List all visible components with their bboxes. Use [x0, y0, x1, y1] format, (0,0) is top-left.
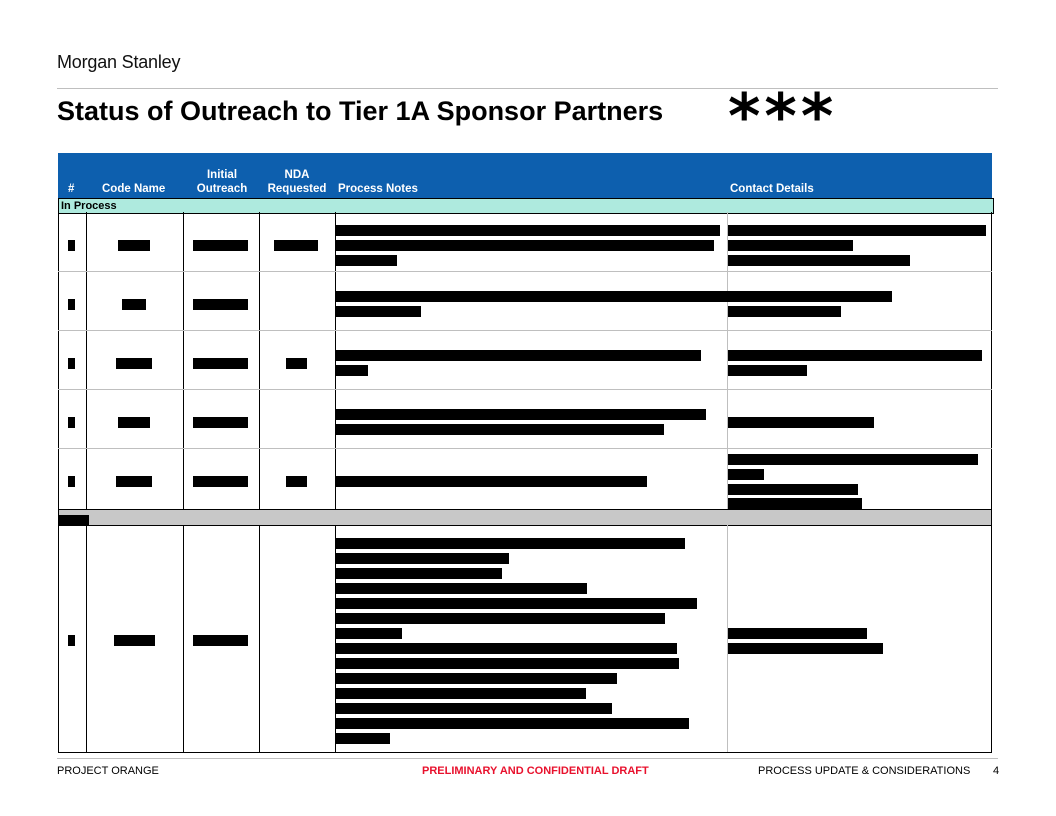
redacted-note [335, 688, 586, 699]
table-header [58, 153, 992, 198]
header-nda-requested: NDA Requested [267, 169, 327, 195]
title-stars: *** [728, 80, 838, 153]
redacted-contact [728, 240, 853, 251]
redacted-nda [286, 358, 307, 369]
col-divider [183, 212, 184, 509]
redacted-contact [728, 454, 978, 465]
redacted-contact [728, 225, 986, 236]
redacted-code-name [122, 299, 146, 310]
footer-confidential: PRELIMINARY AND CONFIDENTIAL DRAFT [422, 765, 649, 777]
row-divider [58, 448, 992, 449]
redacted-note [335, 538, 685, 549]
redacted-num [68, 476, 75, 487]
col-divider [259, 525, 260, 752]
header-code-name: Code Name [102, 183, 166, 195]
section-in-process: In Process [58, 198, 994, 214]
redacted-note [335, 658, 679, 669]
header-initial-outreach: Initial Outreach [196, 169, 248, 195]
header-contact-details: Contact Details [730, 183, 814, 195]
redacted-contact [728, 365, 807, 376]
redacted-nda [286, 476, 307, 487]
redacted-note [335, 255, 397, 266]
redacted-contact [728, 350, 982, 361]
footer-project: PROJECT ORANGE [57, 765, 159, 777]
redacted-contact [728, 255, 910, 266]
section-redacted-band [58, 509, 992, 526]
redacted-note [335, 628, 402, 639]
redacted-note [335, 424, 664, 435]
redacted-contact [728, 417, 874, 428]
redacted-note [335, 291, 892, 302]
redacted-note [335, 568, 502, 579]
redacted-note [335, 613, 665, 624]
redacted-initial-outreach [193, 417, 248, 428]
redacted-initial-outreach [193, 476, 248, 487]
redacted-contact [728, 498, 862, 509]
redacted-note [335, 365, 368, 376]
redacted-note [335, 673, 617, 684]
redacted-code-name [118, 240, 150, 251]
page-title: Status of Outreach to Tier 1A Sponsor Partners [57, 96, 664, 126]
header-num: # [68, 183, 75, 195]
col-divider [183, 525, 184, 752]
redacted-num [68, 635, 75, 646]
col-divider [259, 212, 260, 509]
redacted-note [335, 598, 697, 609]
redacted-code-name [116, 476, 152, 487]
header-process-notes: Process Notes [338, 183, 418, 195]
redacted-note [335, 409, 706, 420]
page-number: 4 [993, 765, 1000, 777]
redacted-contact [728, 469, 764, 480]
row-divider [58, 271, 992, 272]
redacted-note [335, 703, 612, 714]
redacted-note [335, 733, 390, 744]
redacted-note [335, 350, 701, 361]
redacted-note [335, 225, 720, 236]
redacted-code-name [116, 358, 152, 369]
redacted-num [68, 417, 75, 428]
redacted-note [335, 476, 647, 487]
redacted-contact [728, 484, 858, 495]
redacted-initial-outreach [193, 358, 248, 369]
header-rule [57, 88, 998, 89]
redacted-note [335, 240, 714, 251]
row-divider [58, 330, 992, 331]
redacted-initial-outreach [193, 299, 248, 310]
morgan-stanley-logo: Morgan Stanley [57, 52, 181, 72]
redacted-contact [728, 643, 883, 654]
redacted-code-name [118, 417, 150, 428]
redacted-num [68, 299, 75, 310]
redacted-contact [728, 306, 841, 317]
redacted-nda [274, 240, 318, 251]
redacted-note [335, 643, 677, 654]
redacted-code-name [114, 635, 155, 646]
footer-section: PROCESS UPDATE & CONSIDERATIONS [758, 765, 971, 777]
footer-rule [57, 758, 998, 759]
redacted-num [68, 358, 75, 369]
redacted-initial-outreach [193, 240, 248, 251]
redacted-note [335, 718, 689, 729]
redacted-contact [728, 628, 867, 639]
col-divider [86, 212, 87, 509]
redacted-note [335, 306, 421, 317]
redacted-initial-outreach [193, 635, 248, 646]
redacted-note [335, 583, 587, 594]
redacted-num [68, 240, 75, 251]
row-divider [58, 389, 992, 390]
redacted-note [335, 553, 509, 564]
col-divider [86, 525, 87, 752]
